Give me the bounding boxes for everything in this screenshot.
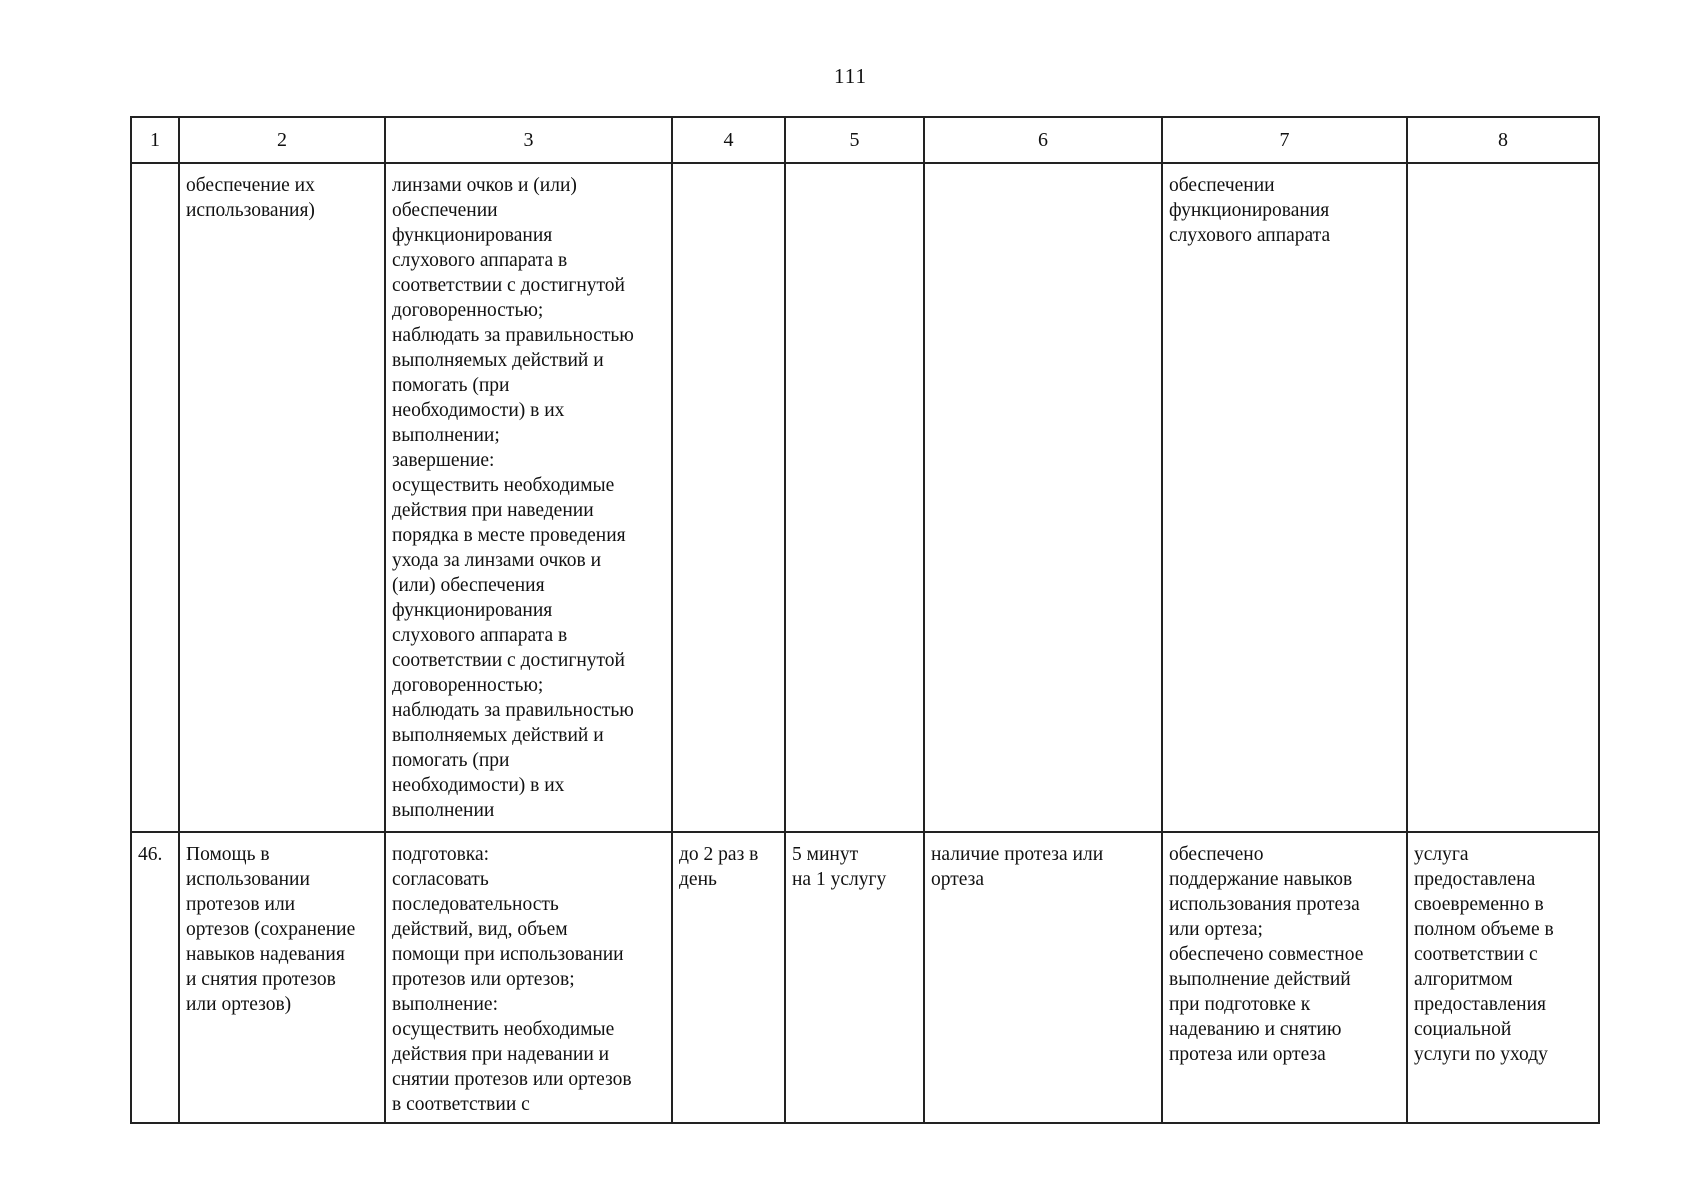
column-number-header: 5 (785, 117, 924, 163)
service-name-cell: обеспечение их использования) (179, 163, 385, 832)
column-number-header: 4 (672, 117, 785, 163)
column-number-header: 6 (924, 117, 1162, 163)
duration-cell (785, 163, 924, 832)
result-cell: обеспечении функционирования слухового аппарата (1162, 163, 1407, 832)
table-header-row (131, 117, 1599, 163)
conditions-cell (924, 163, 1162, 832)
conditions-cell: наличие протеза или ортеза (924, 832, 1162, 1123)
page-number: 111 (834, 64, 867, 88)
column-number-header: 3 (385, 117, 672, 163)
service-description-cell: подготовка: согласовать последовательность действий, вид, объем помощи при использовании протезов или ортезов; выполнение: осуществить необходимые действия при надевании и снятии протезов или ортезов в соответствии с (385, 832, 672, 1123)
duration-cell: 5 минут на 1 услугу (785, 832, 924, 1123)
quality-cell: услуга предоставлена своевременно в полном объеме в соответствии с алгоритмом предоставления социальной услуги по уходу (1407, 832, 1599, 1123)
table-row (131, 163, 1599, 832)
service-name-cell: Помощь в использовании протезов или ортезов (сохранение навыков надевания и снятия протезов или ортезов) (179, 832, 385, 1123)
services-table (130, 116, 1600, 1124)
column-number-header: 7 (1162, 117, 1407, 163)
column-number-header: 8 (1407, 117, 1599, 163)
result-cell: обеспечено поддержание навыков использования протеза или ортеза; обеспечено совместное выполнение действий при подготовке к надеванию и снятию протеза или ортеза (1162, 832, 1407, 1123)
quality-cell (1407, 163, 1599, 832)
frequency-cell (672, 163, 785, 832)
service-description-cell: линзами очков и (или) обеспечении функционирования слухового аппарата в соответствии с достигнутой договоренностью; наблюдать за правильностью выполняемых действий и помогать (при необходимости) в их выполнении; завершение: осуществить необходимые действия при наведении порядка в месте проведения ухода за линзами очков и (или) обеспечения функционирования слухового аппарата в соответствии с достигнутой договоренностью; наблюдать за правильностью выполняемых действий и помогать (при необходимости) в их выполнении (385, 163, 672, 832)
row-number-cell (131, 163, 179, 832)
table-row (131, 832, 1599, 1123)
column-number-header: 1 (131, 117, 179, 163)
frequency-cell: до 2 раз в день (672, 832, 785, 1123)
row-number-cell: 46. (131, 832, 179, 1123)
column-number-header: 2 (179, 117, 385, 163)
